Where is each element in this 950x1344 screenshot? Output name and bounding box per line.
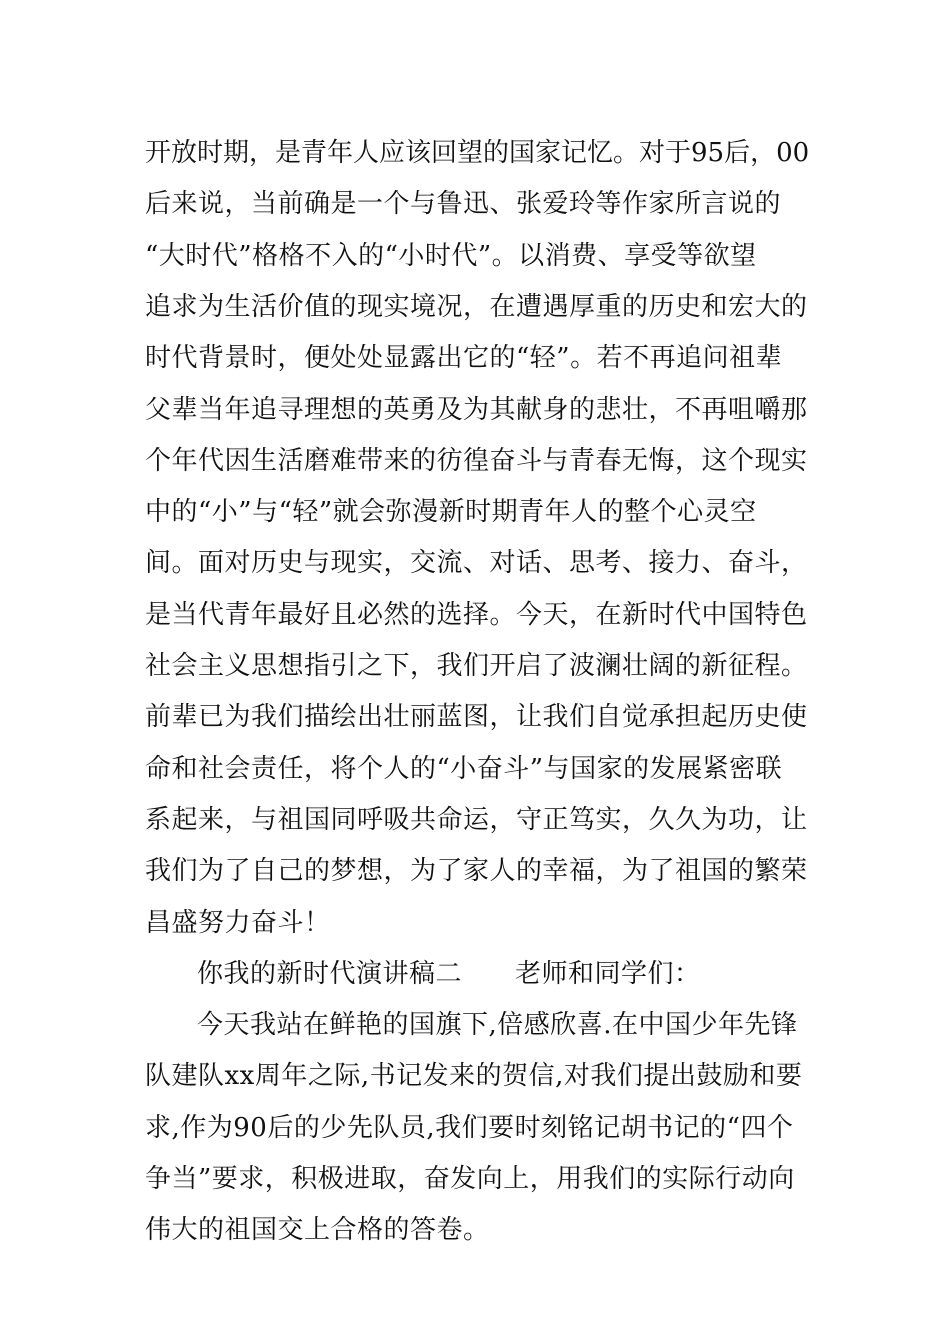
text-line: 求,作为90后的少先队员,我们要时刻铭记胡书记的“四个 [145, 1113, 794, 1143]
text-line: 前辈已为我们描绘出壮丽蓝图，让我们自觉承担起历史使 [145, 702, 808, 732]
text-line: 个年代因生活磨难带来的彷徨奋斗与青春无悔，这个现实 [145, 446, 808, 476]
text-line: 间。面对历史与现实，交流、对话、思考、接力、奋斗， [145, 548, 808, 578]
text-line: 系起来，与祖国同呼吸共命运，守正笃实，久久为功，让 [145, 805, 808, 835]
text-line: 今天我站在鲜艳的国旗下,倍感欣喜.在中国少年先锋 [197, 1010, 798, 1040]
text-line: 时代背景时，便处处显露出它的“轻”。若不再追问祖辈 [145, 343, 783, 373]
text-line: 中的“小”与“轻”就会弥漫新时期青年人的整个心灵空 [145, 497, 757, 527]
text-line: 追求为生活价值的现实境况，在遭遇厚重的历史和宏大的 [145, 292, 808, 322]
text-line: 后来说，当前确是一个与鲁迅、张爱玲等作家所言说的 [145, 189, 782, 219]
section-heading: 你我的新时代演讲稿二 老师和同学们： [197, 959, 701, 989]
text-line: 队建队xx周年之际,书记发来的贺信,对我们提出鼓励和要 [145, 1061, 803, 1091]
text-line: 伟大的祖国交上合格的答卷。 [145, 1215, 490, 1245]
text-line: 开放时期，是青年人应该回望的国家记忆。对于95后，00 [145, 138, 810, 168]
text-line: 争当”要求，积极进取，奋发向上，用我们的实际行动向 [145, 1164, 795, 1194]
text-line: 命和社会责任，将个人的“小奋斗”与国家的发展紧密联 [145, 754, 783, 784]
text-line: 我们为了自己的梦想，为了家人的幸福，为了祖国的繁荣 [145, 856, 808, 886]
text-line: 昌盛努力奋斗！ [145, 908, 331, 938]
text-line: “大时代”格格不入的“小时代”。以消费、享受等欲望 [145, 241, 757, 271]
text-line: 社会主义思想指引之下，我们开启了波澜壮阔的新征程。 [145, 651, 808, 681]
text-line: 父辈当年追寻理想的英勇及为其献身的悲壮，不再咀嚼那 [145, 395, 808, 425]
text-line: 是当代青年最好且必然的选择。今天，在新时代中国特色 [145, 600, 808, 630]
